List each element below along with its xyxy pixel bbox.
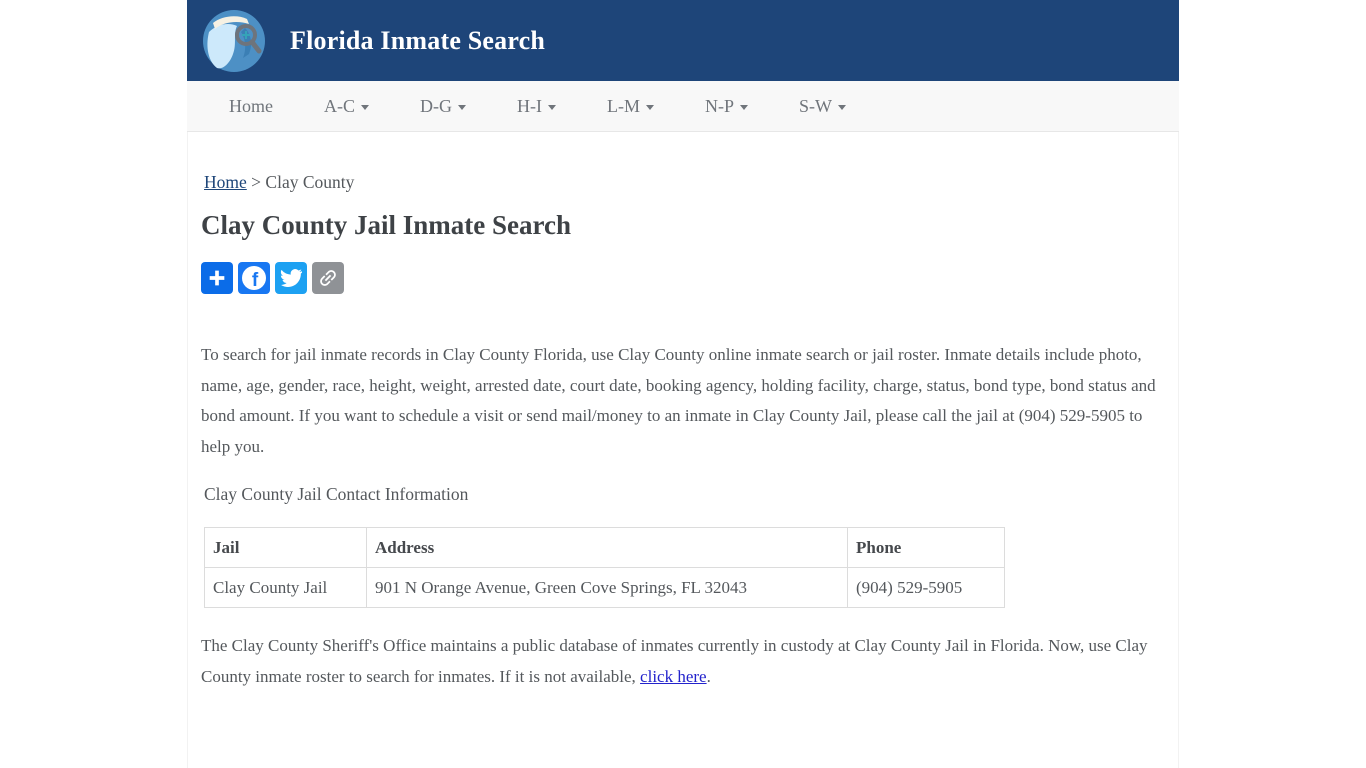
table-row (205, 568, 1005, 608)
column-header-jail: Jail (205, 528, 367, 568)
intro-paragraph: To search for jail inmate records in Clay County Florida, use Clay County online inmate search or jail roster. Inmate details include photo, name, age, gender, race, height, weight, arrested date, court date, booking agency, holding facility, charge, status, bond type, bond status and bond amount. If you want to schedule a visit or send mail/money to an inmate in Clay County Jail, please call the jail at (904) 529-5905 to help you. (201, 345, 1156, 456)
twitter-share-button[interactable] (275, 262, 307, 294)
nav-label: D-G (420, 95, 452, 116)
nav-label: H-I (517, 95, 542, 116)
nav-label: L-M (607, 95, 640, 116)
page-title: Clay County Jail Inmate Search (201, 210, 572, 240)
cell-jail-name: Clay County Jail (205, 568, 367, 608)
nav-label: A-C (324, 95, 355, 116)
breadcrumb-separator: > (246, 172, 266, 192)
nav-label: Home (229, 95, 273, 116)
share-buttons (201, 262, 1164, 294)
copy-link-button[interactable] (312, 262, 344, 294)
closing-text: The Clay County Sheriff's Office maintains a public database of inmates currently in custody at Clay County Jail in Florida. Now, use Clay County inmate roster to search for inmates. If it is not available, (201, 636, 1148, 686)
chevron-down-icon (740, 105, 748, 110)
page-container (187, 0, 1179, 768)
column-header-phone: Phone (848, 528, 1005, 568)
nav-label: S-W (799, 95, 833, 116)
column-header-address: Address (367, 528, 848, 568)
nav-item-n-p[interactable] (705, 96, 748, 117)
copy-link-icon (312, 262, 343, 293)
contact-info-heading: Clay County Jail Contact Information (204, 484, 469, 505)
site-header (187, 0, 1179, 81)
closing-paragraph (201, 631, 1163, 692)
share-plus-icon (206, 267, 228, 289)
nav-item-h-i[interactable] (517, 96, 556, 117)
nav-item-s-w[interactable] (799, 96, 846, 117)
facebook-share-button[interactable] (238, 262, 270, 294)
florida-map-logo-icon (203, 10, 265, 72)
chevron-down-icon (458, 105, 466, 110)
breadcrumb-current: Clay County (265, 172, 355, 192)
nav-label: N-P (705, 95, 735, 116)
jail-contact-table (204, 527, 1005, 608)
share-plus-button[interactable] (201, 262, 233, 294)
chevron-down-icon (361, 105, 369, 110)
nav-item-d-g[interactable] (420, 96, 466, 117)
chevron-down-icon (646, 105, 654, 110)
breadcrumb-home-link[interactable]: Home (204, 172, 247, 192)
closing-period: . (706, 666, 711, 686)
nav-item-home[interactable] (229, 96, 273, 117)
twitter-icon (280, 267, 302, 289)
main-nav (187, 81, 1179, 132)
nav-item-a-c[interactable] (324, 96, 369, 117)
facebook-icon: f (242, 266, 266, 290)
chevron-down-icon (548, 105, 556, 110)
main-content (187, 132, 1179, 768)
cell-jail-address: 901 N Orange Avenue, Green Cove Springs, FL 32043 (367, 568, 848, 608)
nav-item-l-m[interactable] (607, 96, 654, 117)
chevron-down-icon (838, 105, 846, 110)
breadcrumb (201, 172, 1164, 193)
cell-jail-phone: (904) 529-5905 (848, 568, 1005, 608)
table-header-row (205, 528, 1005, 568)
click-here-link[interactable]: click here (640, 666, 707, 686)
site-title: Florida Inmate Search (290, 25, 546, 55)
